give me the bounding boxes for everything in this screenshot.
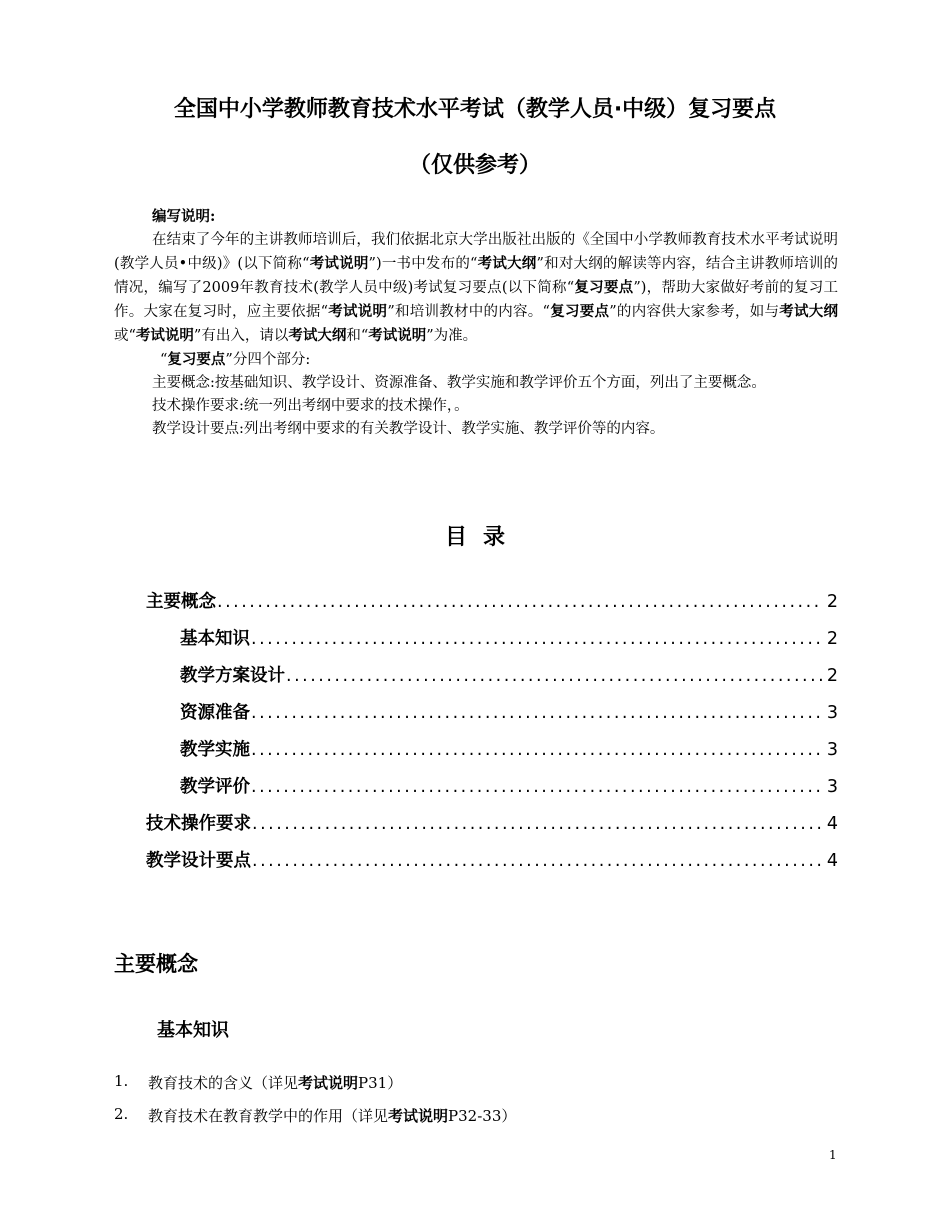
toc-entry[interactable]: 教学评价 ..... 3 <box>146 773 838 810</box>
toc-entry[interactable]: 资源准备 ..... 3 <box>146 699 838 736</box>
document-subtitle: （仅供参考） <box>408 153 541 178</box>
toc-entry[interactable]: 基本知识 ..... 2 <box>146 625 838 662</box>
notes-paragraph-4: 技术操作要求:统一列出考纲中要求的技术操作，。 <box>152 398 469 414</box>
toc-entry[interactable]: 教学实施 ..... 3 <box>146 736 838 773</box>
subsection-heading: 基本知识 <box>157 1020 229 1041</box>
notes-heading: 编写说明: <box>152 208 216 225</box>
notes-paragraph-1: 在结束了今年的主讲教师培训后，我们依据北京大学出版社出版的《全国中小学教师教育技术水平考试说明(教学人员•中级)》(以下简称“考试说明”)一书中发布的“考试大纲”和对大纲的解读等内容，结合主讲教师培训的情况，编写了2009年教育技术(教学人员中级)考试复习要点(以下简称“复习要点”)，帮助大家做好考前的复习工作。大家在复习时，应主要依据“考试说明”和培训教材中的内容。“复习要点”的内容供大家参考，如与考试大纲或“考试说明”有出入，请以考试大纲和“考试说明”为准。 <box>114 232 839 344</box>
list-item: 1. 教育技术的含义（详见考试说明P31） <box>114 1072 403 1092</box>
table-of-contents <box>146 588 838 884</box>
list-item: 2. 教育技术在教育教学中的作用（详见考试说明P32-33） <box>114 1105 517 1125</box>
toc-entry[interactable]: 技术操作要求 ..... 4 <box>146 810 838 847</box>
writing-notes <box>114 205 838 441</box>
toc-entry[interactable]: 教学方案设计 ..... 2 <box>146 662 838 699</box>
notes-paragraph-2: “复习要点”分四个部分: <box>160 351 311 368</box>
notes-paragraph-5: 教学设计要点:列出考纲中要求的有关教学设计、教学实施、教学评价等的内容。 <box>152 421 665 437</box>
section-heading: 主要概念 <box>114 952 198 976</box>
page-number: 1 <box>829 1148 837 1162</box>
notes-paragraph-3: 主要概念:按基础知识、教学设计、资源准备、教学实施和教学评价五个方面，列出了主要概念。 <box>152 375 766 391</box>
toc-entry[interactable]: 教学设计要点 ..... 4 <box>146 847 838 884</box>
toc-heading: 目录 <box>444 525 521 550</box>
concept-list <box>114 1072 838 1138</box>
toc-entry[interactable]: 主要概念 ..... 2 <box>146 588 838 625</box>
document-title: 全国中小学教师教育技术水平考试（教学人员·中级）复习要点 <box>173 97 777 122</box>
